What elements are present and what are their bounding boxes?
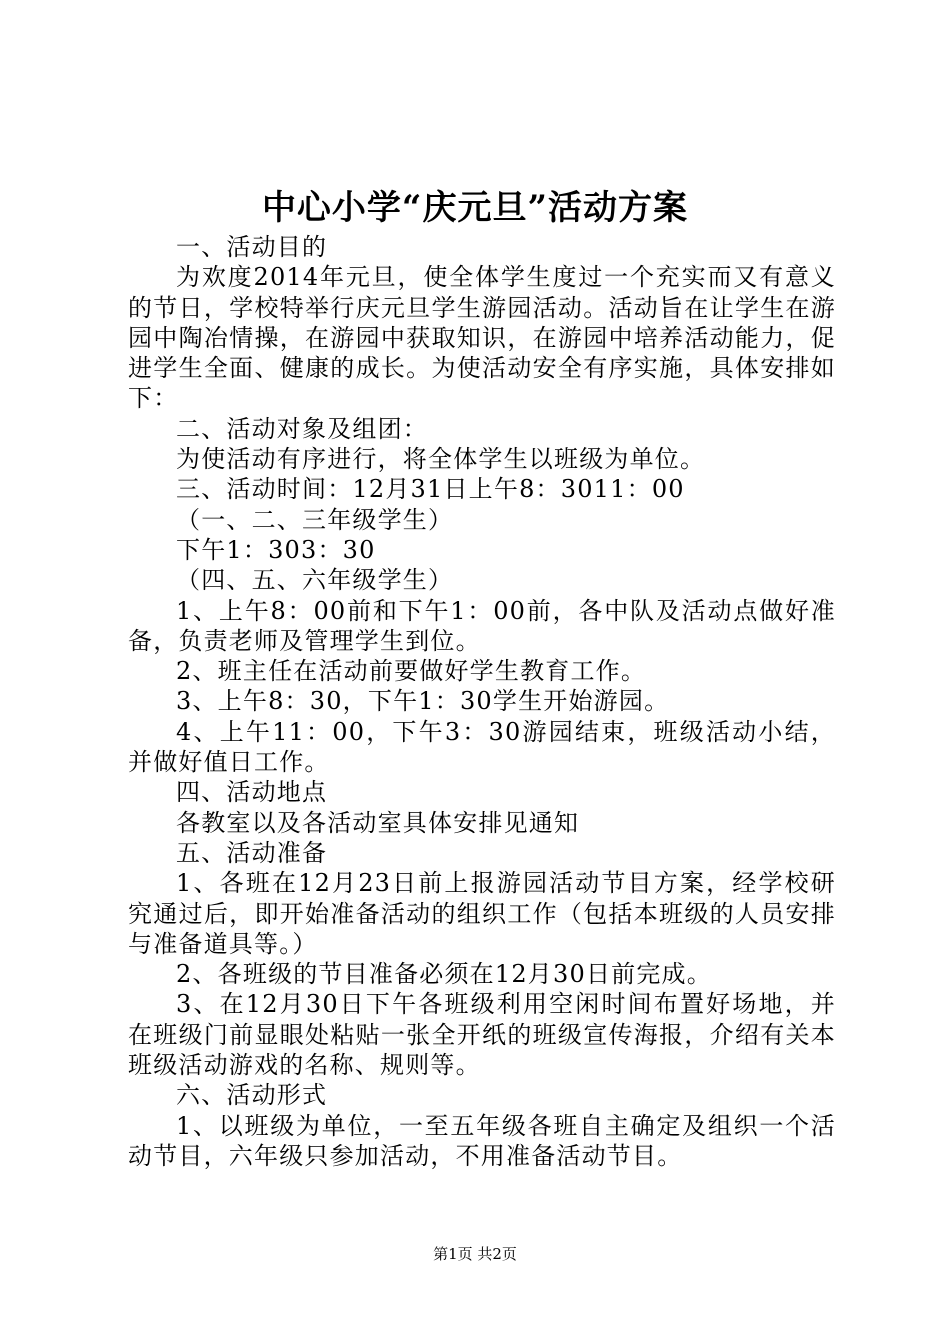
document-title: 中心小学“庆元旦”活动方案 (261, 188, 689, 228)
page-footer: 第1页 共2页 (433, 1245, 517, 1263)
section-heading-format: 六、活动形式 (176, 1081, 328, 1110)
section-heading-purpose: 一、活动目的 (176, 233, 328, 261)
list-item-time-4: 4、上午11：00，下午3：30游园结束，班级活动小结，并做好值日工作。 (128, 717, 836, 777)
section-heading-time: 三、活动时间：12月31日上午8：3011：00 (176, 475, 685, 504)
section-heading-preparation: 五、活动准备 (176, 838, 328, 867)
section-heading-location: 四、活动地点 (176, 778, 328, 807)
list-item-time-3: 3、上午8：30，下午1：30学生开始游园。 (176, 687, 670, 716)
section-heading-participants: 二、活动对象及组团： (176, 414, 428, 443)
list-item-time-1: 1、上午8：00前和下午1：00前，各中队及活动点做好准备，负责老师及管理学生到位。 (128, 596, 836, 655)
list-item-time-2: 2、班主任在活动前要做好学生教育工作。 (176, 657, 647, 686)
document-body (128, 232, 836, 1171)
list-item-format-1: 1、以班级为单位，一至五年级各班自主确定及组织一个活动节目，六年级只参加活动，不用准备活动节目。 (128, 1111, 836, 1170)
paragraph-purpose: 为欢度2014年元旦，使全体学生度过一个充实而又有意义的节日，学校特举行庆元旦学生游园活动。活动旨在让学生在游园中陶冶情操，在游园中获取知识，在游园中培养活动能力，促进学生全面、健康的成长。为使活动安全有序实施，具体安排如下： (128, 263, 836, 413)
paragraph-location: 各教室以及各活动室具体安排见通知 (176, 808, 580, 837)
paragraph-time-afternoon: 下午1：303：30 (176, 535, 376, 564)
paragraph-time-afternoon-grades: （四、五、六年级学生） (176, 566, 454, 595)
list-item-preparation-3: 3、在12月30日下午各班级利用空闲时间布置好场地，并在班级门前显眼处粘贴一张全开纸的班级宣传海报，介绍有关本班级活动游戏的名称、规则等。 (128, 990, 836, 1080)
paragraph-participants: 为使活动有序进行，将全体学生以班级为单位。 (176, 445, 706, 474)
paragraph-time-morning-grades: （一、二、三年级学生） (176, 505, 454, 534)
list-item-preparation-2: 2、各班级的节目准备必须在12月30日前完成。 (176, 960, 712, 989)
list-item-preparation-1: 1、各班在12月23日前上报游园活动节目方案，经学校研究通过后，即开始准备活动的组织工作（包括本班级的人员安排与准备道具等。） (128, 869, 836, 958)
